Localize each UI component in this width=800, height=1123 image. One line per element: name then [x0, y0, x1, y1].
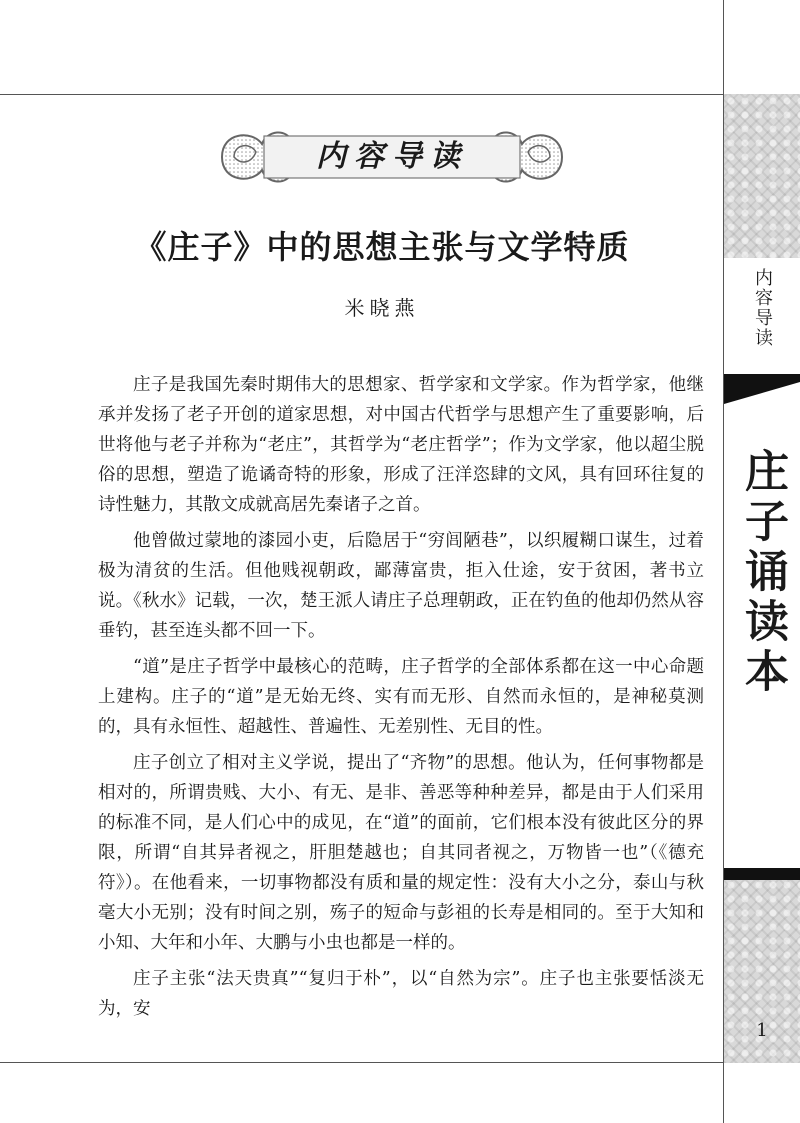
- sidebar-band-bar: [724, 868, 800, 880]
- paragraph: 庄子主张“法天贵真”“复归于朴”，以“自然为宗”。庄子也主张要恬淡无为，安: [98, 969, 704, 1019]
- sidebar-band-wedge: [724, 374, 800, 404]
- paragraph: 庄子是我国先秦时期伟大的思想家、哲学家和文学家。作为哲学家，他继承并发扬了老子开创的道家思想，对中国古代哲学与思想产生了重要影响，后世将他与老子并称为“老庄”，其哲学为“老庄哲学”；作为文学家，他以超尘脱俗的思想，塑造了诡谲奇特的形象，形成了汪洋恣肆的文风，具有回环往复的诗性魅力，其散文成就高居先秦诸子之首。: [98, 375, 704, 515]
- sidebar-section-label: 内容导读: [752, 268, 773, 348]
- article-body: [98, 370, 704, 1030]
- section-heading: 内容导读: [316, 139, 468, 174]
- bottom-rule: [0, 1062, 800, 1063]
- article-author: 米晓燕: [344, 296, 420, 320]
- top-rule: [0, 94, 800, 95]
- sidebar-book-title: 庄子诵读本: [737, 448, 788, 698]
- page-number: 1: [756, 1020, 768, 1041]
- paragraph: 庄子创立了相对主义学说，提出了“齐物”的思想。他认为，任何事物都是相对的，所谓贵贱、大小、有无、是非、善恶等种种差异，都是由于人们采用的标准不同，是人们心中的成见，在“道”的面前，它们根本没有彼此区分的界限，所谓“自其异者视之，肝胆楚越也；自其同者视之，万物皆一也”（《德充符》）。在他看来，一切事物都没有质和量的规定性：没有大小之分，泰山与秋毫大小无别；没有时间之别，殇子的短命与彭祖的长寿是相同的。至于大知和小知、大年和小年、大鹏与小虫也都是一样的。: [98, 753, 704, 953]
- paragraph: 他曾做过蒙地的漆园小吏，后隐居于“穷闾陋巷”，以织履糊口谋生，过着极为清贫的生活。但他贱视朝政，鄙薄富贵，拒入仕途，安于贫困，著书立说。《秋水》记载，一次，楚王派人请庄子总理朝政，正在钓鱼的他却仍然从容垂钓，甚至连头都不回一下。: [98, 531, 704, 641]
- paragraph: “道”是庄子哲学中最核心的范畴，庄子哲学的全部体系都在这一中心命题上建构。庄子的“道”是无始无终、实有而无形、自然而永恒的，是神秘莫测的，具有永恒性、超越性、普遍性、无差别性、无目的性。: [98, 657, 704, 737]
- article-title: 《庄子》中的思想主张与文学特质: [134, 228, 630, 266]
